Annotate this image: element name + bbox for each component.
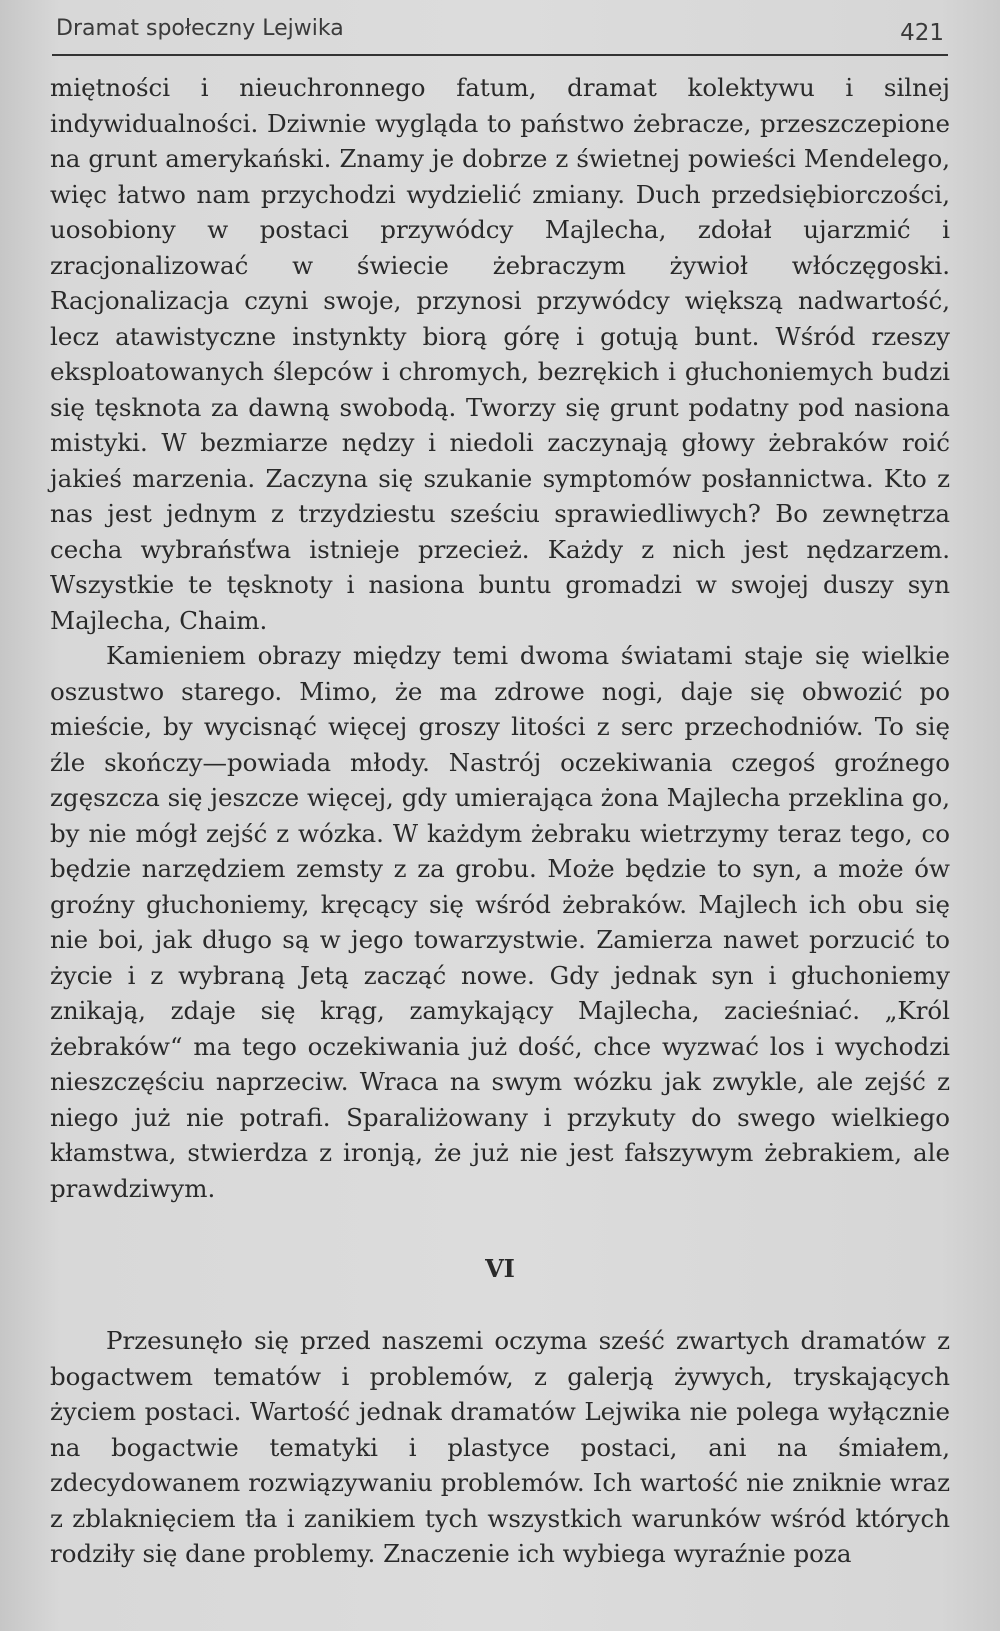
running-title: Dramat społeczny Lejwika (56, 16, 344, 41)
running-header (52, 14, 948, 56)
paragraph-3: Przesunęło się przed naszemi oczyma sześć zwartych dramatów z bogactwem tematów i problemów, z galerją żywych, tryskających życiem postaci. Wartość jednak dramatów Lejwika nie polega wyłącznie na bogactwie tematyki i plastyce postaci, ani na śmiałem, zdecydowanem rozwiązywaniu problemów. Ich wartość nie zniknie wraz z zblaknięciem tła i zanikiem tych wszystkich warunków wśród których rodziły się dane problemy. Znaczenie ich wybiega wyraźnie poza (50, 1326, 950, 1568)
body-text (50, 70, 950, 1572)
paragraph-1: miętności i nieuchronnego fatum, dramat kolektywu i silnej indywidualności. Dziwnie wygląda to państwo żebracze, przeszczepione na grunt amerykański. Znamy je dobrze z świetnej powieści Mendelego, więc łatwo nam przychodzi wydzielić zmiany. Duch przedsiębiorczości, uosobiony w postaci przywódcy Majlecha, zdołał ujarzmić i zracjonalizować w świecie żebraczym żywioł włóczęgoski. Racjonalizacja czyni swoje, przynosi przywódcy większą nadwartość, lecz atawistyczne instynkty biorą górę i gotują bunt. Wśród rzeszy eksploatowanych ślepców i chromych, bezrękich i głuchoniemych budzi się tęsknota za dawną swobodą. Tworzy się grunt podatny pod nasiona mistyki. W bezmiarze nędzy i niedoli zaczynają głowy żebraków roić jakieś marzenia. Zaczyna się szukanie symptomów posłannictwa. Kto z nas jest jednym z trzydziestu sześciu sprawiedliwych? Bo zewnętrza cecha wybrańsťwa istnieje przecież. Każdy z nich jest nędzarzem. Wszystkie te tęsknoty i nasiona buntu gromadzi w swojej duszy syn Majlecha, Chaim. (50, 73, 950, 635)
paragraph-2: Kamieniem obrazy między temi dwoma światami staje się wielkie oszustwo starego. Mimo, że ma zdrowe nogi, daje się obwozić po mieście, by wycisnąć więcej groszy litości z serc przechodniów. To się źle skończy—powiada młody. Nastrój oczekiwania czegoś groźnego zgęszcza się jeszcze więcej, gdy umierająca żona Majlecha przeklina go, by nie mógł zejść z wózka. W każdym żebraku wietrzymy teraz tego, co będzie narzędziem zemsty z za grobu. Może będzie to syn, a może ów groźny głuchoniemy, kręcący się wśród żebraków. Majlech ich obu się nie boi, jak długo są w jego towarzystwie. Zamierza nawet porzucić to życie i z wybraną Jetą zacząć nowe. Gdy jednak syn i głuchoniemy znikają, zdaje się krąg, zamykający Majlecha, zacieśniać. „Król żebraków“ ma tego oczekiwania już dość, chce wyzwać los i wychodzi nieszczęściu naprzeciw. Wraca na swym wózku jak zwykle, ale zejść z niego już nie potrafi. Sparaliżowany i przykuty do swego wielkiego kłamstwa, stwierdza z ironją, że już nie jest fałszywym żebrakiem, ale prawdziwym. (50, 641, 950, 1203)
section-heading: VI (485, 1254, 515, 1283)
page-number: 421 (900, 20, 944, 46)
